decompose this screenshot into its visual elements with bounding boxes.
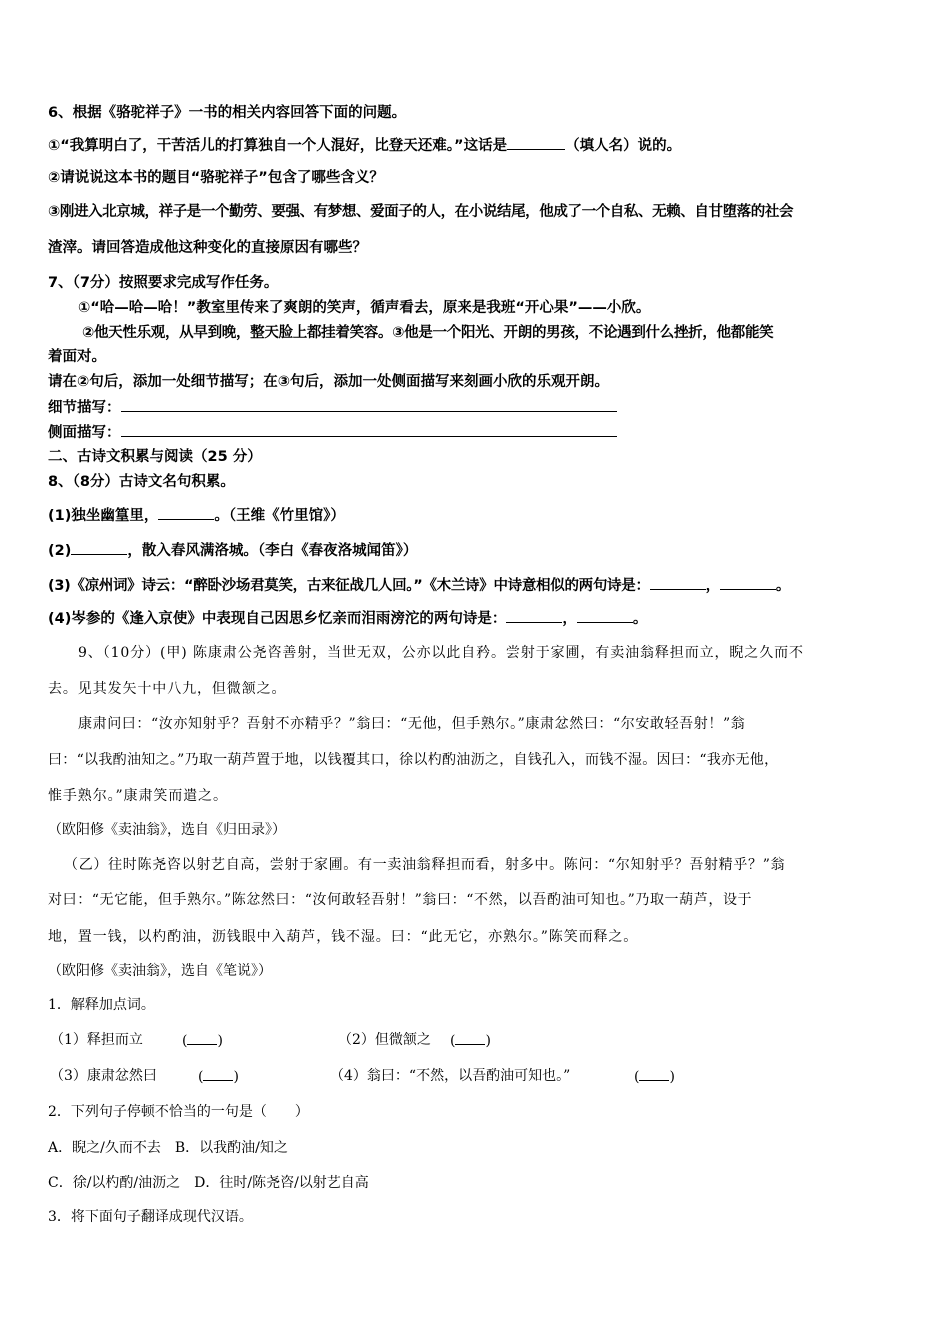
answer-blank[interactable] — [639, 1066, 669, 1081]
q9-sub3-title: 3．将下面句子翻译成现代汉语。 — [48, 1209, 253, 1225]
q9-jia-line-3: 康肃问曰：“汝亦知射乎？吾射不亦精乎？”翁曰：“无他，但手熟尔。”康肃忿然曰：“尔安敢轻吾射！”翁 — [78, 716, 746, 732]
q6-item-3-line-1: ③刚进入北京城，祥子是一个勤劳、要强、有梦想、爱面子的人，在小说结尾，他成了一个自私、无赖、自甘堕落的社会 — [48, 204, 794, 220]
q9-sub2-title: 2．下列句子停顿不恰当的一句是（ ） — [48, 1104, 309, 1120]
paren-open: ( — [634, 1069, 640, 1085]
q6-item-1 — [48, 135, 681, 156]
paren-close: ) — [669, 1069, 675, 1085]
answer-blank[interactable] — [577, 608, 633, 623]
q7-para-2-line-1: ②他天性乐观，从早到晚，整天脸上都挂着笑容。③他是一个阳光、开朗的男孩，不论遇到什么挫折，他都能笑 — [82, 325, 774, 341]
q9-sub1-blank-4[interactable] — [634, 1066, 675, 1087]
period: 。 — [632, 611, 648, 627]
q6-item-3-line-2: 渣滓。请回答造成他这种变化的直接原因有哪些？ — [48, 240, 367, 256]
q7-title: 7、（7分）按照要求完成写作任务。 — [48, 275, 279, 291]
q7-para-1: ①“哈—哈—哈！”教室里传来了爽朗的笑声，循声看去，原来是我班“开心果”——小欣。 — [78, 300, 651, 316]
q8-item-3-text: (3)《凉州词》诗云：“醉卧沙场君莫笑，古来征战几人回。”《木兰诗》中诗意相似的两句诗是： — [48, 578, 650, 594]
answer-blank[interactable] — [455, 1030, 485, 1045]
q9-sub1-blank-3[interactable] — [198, 1066, 239, 1087]
comma: ， — [705, 578, 720, 594]
q8-item-4 — [48, 608, 647, 629]
q9-sub1-item-4: （4）翁曰：“不然，以吾酌油可知也。” — [330, 1068, 571, 1084]
q9-jia-line-5: 惟手熟尔。”康肃笑而遣之。 — [48, 788, 228, 804]
q8-item-1-suffix: 。（王维《竹里馆》） — [214, 508, 345, 524]
q9-yi-line-1: （乙）往时陈尧咨以射艺自高，尝射于家圃。有一卖油翁释担而看，射多中。陈问：“尔知射乎？吾射精乎？”翁 — [64, 857, 786, 873]
q9-jia-line-4: 曰：“以我酌油知之。”乃取一葫芦置于地，以钱覆其口，徐以杓酌油沥之，自钱孔入，而钱不湿。因曰：“我亦无他， — [48, 752, 779, 768]
answer-blank[interactable] — [650, 575, 706, 590]
answer-blank[interactable] — [158, 505, 214, 520]
q9-jia-line-1: 9、（10分）(甲) 陈康肃公尧咨善射，当世无双，公亦以此自矜。尝射于家圃，有卖油翁释担而立，睨之久而不 — [78, 645, 804, 661]
q8-item-2-text: ，散入春风满洛城。（李白《春夜洛城闻笛》） — [127, 543, 418, 559]
q8-item-2-prefix: (2) — [48, 543, 72, 559]
answer-blank[interactable] — [507, 135, 565, 150]
q6-item-2: ②请说说这本书的题目“骆驼祥子”包含了哪些含义？ — [48, 170, 384, 186]
q9-sub1-blank-2[interactable] — [450, 1030, 491, 1051]
q8-item-1-text: (1)独坐幽篁里， — [48, 508, 159, 524]
q9-sub1-item-1: （1）释担而立 — [50, 1032, 143, 1048]
paren-close: ) — [485, 1033, 491, 1049]
answer-blank[interactable] — [506, 608, 562, 623]
q7-para-2-line-2: 着面对。 — [48, 349, 106, 365]
paren-open: ( — [450, 1033, 456, 1049]
paren-open: ( — [198, 1069, 204, 1085]
q9-yi-source: （欧阳修《卖油翁》，选自《笔说》） — [48, 963, 272, 979]
q9-jia-source: （欧阳修《卖油翁》，选自《归田录》） — [48, 822, 286, 838]
answer-blank[interactable] — [203, 1066, 233, 1081]
detail-answer-line[interactable] — [121, 397, 617, 412]
q7-instruction: 请在②句后，添加一处细节描写；在③句后，添加一处侧面描写来刻画小欣的乐观开朗。 — [48, 374, 610, 390]
q8-item-2 — [48, 540, 417, 561]
q9-jia-line-2: 去。见其发矢十中八九，但微颔之。 — [48, 681, 287, 697]
q9-sub1-title: 1．解释加点词。 — [48, 997, 155, 1013]
period: 。 — [775, 578, 791, 594]
side-answer-line[interactable] — [121, 422, 617, 437]
q9-yi-line-3: 地，置一钱，以杓酌油，沥钱眼中入葫芦，钱不湿。曰：“此无它，亦熟尔。”陈笑而释之。 — [48, 929, 639, 945]
q9-sub2-options-cd[interactable]: C．徐/以杓酌/油沥之 D．往时/陈尧咨/以射艺自高 — [48, 1175, 369, 1191]
q8-item-1 — [48, 505, 345, 526]
paren-close: ) — [217, 1033, 223, 1049]
comma: ， — [562, 611, 577, 627]
q9-yi-line-2: 对曰：“无它能，但手熟尔。”陈忿然曰：“汝何敢轻吾射！”翁曰：“不然，以吾酌油可知也。”乃取一葫芦，设于 — [48, 892, 753, 908]
side-label: 侧面描写： — [48, 425, 121, 441]
q8-item-4-text: (4)岑参的《逢入京使》中表现自己因思乡忆亲而泪雨滂沱的两句诗是： — [48, 611, 507, 627]
answer-blank[interactable] — [71, 540, 127, 555]
q6-title: 6、根据《骆驼祥子》一书的相关内容回答下面的问题。 — [48, 105, 407, 121]
q9-sub1-item-2: （2）但微颔之 — [338, 1032, 431, 1048]
paren-close: ) — [233, 1069, 239, 1085]
q7-side-row — [48, 422, 617, 443]
answer-blank[interactable] — [187, 1030, 217, 1045]
q9-sub2-options-ab[interactable]: A．睨之/久而不去 B．以我酌油/知之 — [48, 1140, 288, 1156]
paren-open: ( — [182, 1033, 188, 1049]
q8-title: 8、（8分）古诗文名句积累。 — [48, 474, 235, 490]
q6-item-1-text: ①“我算明白了，干苦活儿的打算独自一个人混好，比登天还难。”这话是 — [48, 138, 508, 154]
section-2-heading: 二、古诗文积累与阅读（25 分） — [48, 449, 262, 465]
q7-detail-row — [48, 397, 617, 418]
q6-item-1-suffix: （填人名）说的。 — [565, 138, 682, 154]
answer-blank[interactable] — [720, 575, 776, 590]
q9-sub1-item-3: （3）康肃忿然曰 — [50, 1068, 157, 1084]
q8-item-3 — [48, 575, 790, 596]
q9-sub1-blank-1[interactable] — [182, 1030, 223, 1051]
detail-label: 细节描写： — [48, 400, 121, 416]
